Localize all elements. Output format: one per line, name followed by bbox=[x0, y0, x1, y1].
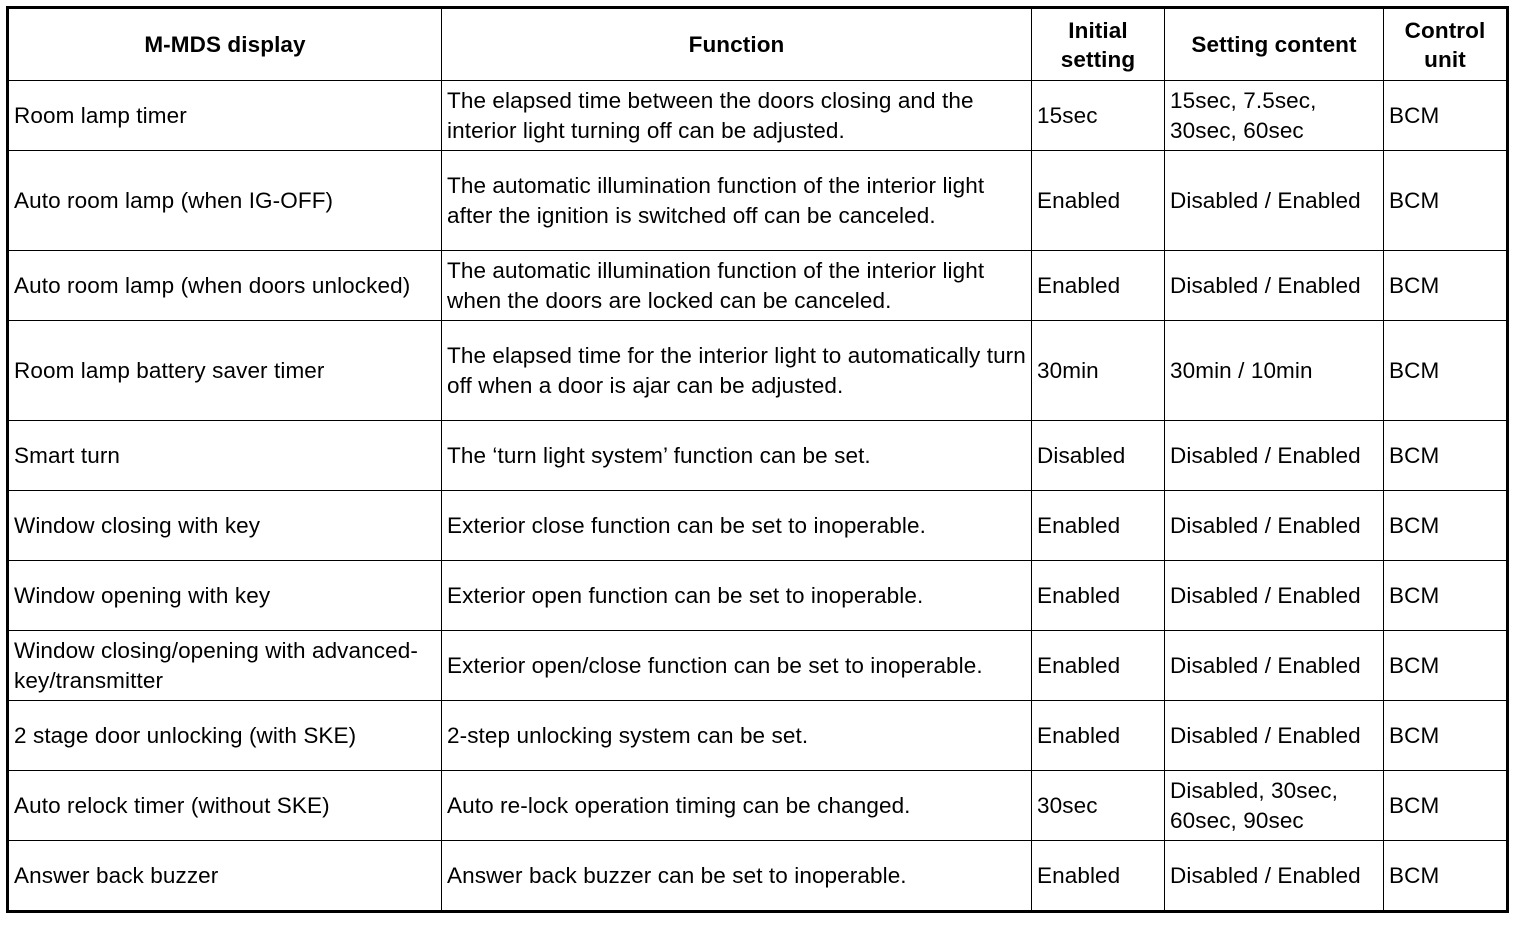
cell-initial: Enabled bbox=[1032, 631, 1165, 701]
table-row bbox=[8, 841, 1508, 912]
cell-content: Disabled / Enabled bbox=[1165, 251, 1384, 321]
cell-unit: BCM bbox=[1384, 321, 1508, 421]
cell-function: The automatic illumination function of the interior light after the ignition is switched off can be canceled. bbox=[442, 151, 1032, 251]
cell-initial: Enabled bbox=[1032, 151, 1165, 251]
cell-initial: 30sec bbox=[1032, 771, 1165, 841]
cell-display: Answer back buzzer bbox=[8, 841, 442, 912]
cell-unit: BCM bbox=[1384, 561, 1508, 631]
settings-table bbox=[6, 6, 1509, 913]
cell-display: 2 stage door unlocking (with SKE) bbox=[8, 701, 442, 771]
cell-initial: Enabled bbox=[1032, 701, 1165, 771]
cell-content: Disabled / Enabled bbox=[1165, 561, 1384, 631]
table-row bbox=[8, 151, 1508, 251]
cell-display: Auto room lamp (when doors unlocked) bbox=[8, 251, 442, 321]
cell-unit: BCM bbox=[1384, 151, 1508, 251]
cell-function: 2-step unlocking system can be set. bbox=[442, 701, 1032, 771]
table-row bbox=[8, 701, 1508, 771]
cell-content: 15sec, 7.5sec, 30sec, 60sec bbox=[1165, 81, 1384, 151]
table-row bbox=[8, 561, 1508, 631]
cell-unit: BCM bbox=[1384, 631, 1508, 701]
cell-content: 30min / 10min bbox=[1165, 321, 1384, 421]
cell-content: Disabled / Enabled bbox=[1165, 841, 1384, 912]
cell-content: Disabled / Enabled bbox=[1165, 421, 1384, 491]
header-initial-setting: Initial setting bbox=[1032, 8, 1165, 81]
cell-display: Window closing with key bbox=[8, 491, 442, 561]
cell-function: Answer back buzzer can be set to inoperable. bbox=[442, 841, 1032, 912]
cell-display: Auto relock timer (without SKE) bbox=[8, 771, 442, 841]
cell-function: Exterior open function can be set to inoperable. bbox=[442, 561, 1032, 631]
cell-display: Room lamp timer bbox=[8, 81, 442, 151]
header-setting-content: Setting content bbox=[1165, 8, 1384, 81]
cell-unit: BCM bbox=[1384, 491, 1508, 561]
table-row bbox=[8, 321, 1508, 421]
cell-initial: Disabled bbox=[1032, 421, 1165, 491]
cell-unit: BCM bbox=[1384, 701, 1508, 771]
cell-display: Auto room lamp (when IG-OFF) bbox=[8, 151, 442, 251]
cell-unit: BCM bbox=[1384, 81, 1508, 151]
table-row bbox=[8, 631, 1508, 701]
cell-function: Exterior close function can be set to inoperable. bbox=[442, 491, 1032, 561]
cell-display: Smart turn bbox=[8, 421, 442, 491]
cell-content: Disabled, 30sec, 60sec, 90sec bbox=[1165, 771, 1384, 841]
cell-unit: BCM bbox=[1384, 421, 1508, 491]
cell-display: Window closing/opening with advanced-key/transmitter bbox=[8, 631, 442, 701]
header-control-unit: Control unit bbox=[1384, 8, 1508, 81]
table-row bbox=[8, 81, 1508, 151]
cell-initial: Enabled bbox=[1032, 491, 1165, 561]
header-mmds-display: M-MDS display bbox=[8, 8, 442, 81]
table-row bbox=[8, 421, 1508, 491]
cell-content: Disabled / Enabled bbox=[1165, 151, 1384, 251]
cell-content: Disabled / Enabled bbox=[1165, 701, 1384, 771]
cell-initial: 30min bbox=[1032, 321, 1165, 421]
table-header-row bbox=[8, 8, 1508, 81]
cell-display: Room lamp battery saver timer bbox=[8, 321, 442, 421]
cell-function: The automatic illumination function of the interior light when the doors are locked can be canceled. bbox=[442, 251, 1032, 321]
cell-content: Disabled / Enabled bbox=[1165, 631, 1384, 701]
table-row bbox=[8, 771, 1508, 841]
cell-unit: BCM bbox=[1384, 841, 1508, 912]
cell-unit: BCM bbox=[1384, 771, 1508, 841]
cell-function: The ‘turn light system’ function can be set. bbox=[442, 421, 1032, 491]
cell-initial: Enabled bbox=[1032, 561, 1165, 631]
cell-function: The elapsed time between the doors closing and the interior light turning off can be adjusted. bbox=[442, 81, 1032, 151]
cell-unit: BCM bbox=[1384, 251, 1508, 321]
cell-initial: 15sec bbox=[1032, 81, 1165, 151]
cell-function: Auto re-lock operation timing can be changed. bbox=[442, 771, 1032, 841]
table-row bbox=[8, 251, 1508, 321]
cell-initial: Enabled bbox=[1032, 841, 1165, 912]
cell-function: Exterior open/close function can be set to inoperable. bbox=[442, 631, 1032, 701]
cell-display: Window opening with key bbox=[8, 561, 442, 631]
header-function: Function bbox=[442, 8, 1032, 81]
cell-content: Disabled / Enabled bbox=[1165, 491, 1384, 561]
cell-function: The elapsed time for the interior light to automatically turn off when a door is ajar can be adjusted. bbox=[442, 321, 1032, 421]
table-row bbox=[8, 491, 1508, 561]
cell-initial: Enabled bbox=[1032, 251, 1165, 321]
